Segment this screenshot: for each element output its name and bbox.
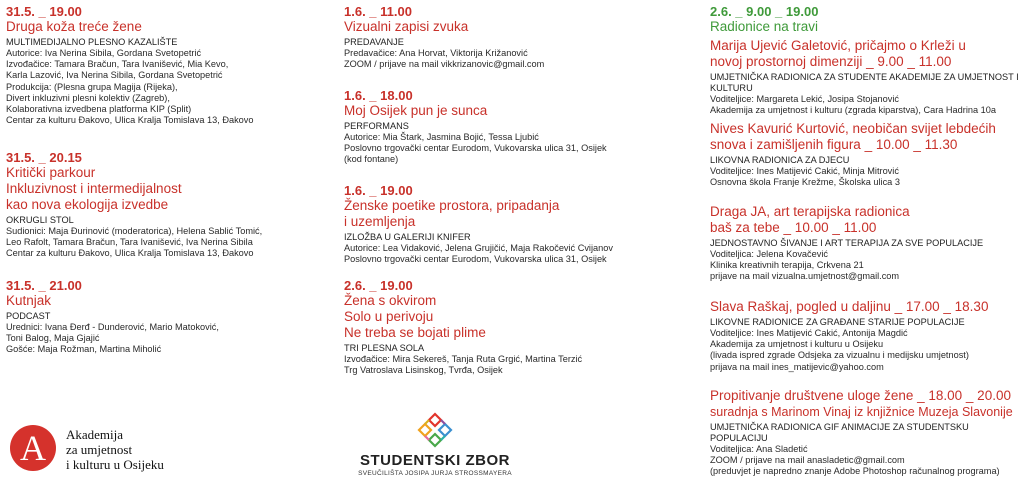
- event-detail: Voditeljice: Ines Matijević Cakić, Minja Mitrović: [710, 166, 899, 176]
- event-detail: Sudionici: Maja Đurinović (moderatorica), Helena Sablić Tomić,: [6, 226, 263, 236]
- event-detail: Gošće: Maja Rožman, Martina Miholić: [6, 344, 162, 355]
- event-title: Ne treba se bojati plime: [344, 325, 486, 340]
- studentski-zbor-name: STUDENTSKI ZBOR: [360, 452, 510, 469]
- event-type: UMJETNIČKA RADIONICA GIF ANIMACIJE ZA STUDENTSKU POPULACIJU: [710, 422, 969, 443]
- event-detail: Izvođačice: Mira Sekereš, Tanja Ruta Grgić, Martina Terzić: [344, 354, 583, 364]
- event-detail: Voditeljice: Ines Matijević Cakić, Antonija Magdić: [710, 328, 908, 338]
- event-detail: Divert inkluzivni plesni kolektiv (Zagreb),: [6, 92, 170, 103]
- event-detail: Voditeljice: Margareta Lekić, Josipa Stojanović: [710, 94, 899, 104]
- event-title: Kritički parkour: [6, 165, 96, 180]
- event-title: Draga JA, art terapijska radionica: [710, 204, 910, 219]
- event-date: 31.5. _ 20.15: [6, 150, 82, 165]
- event-title: Propitivanje društvene uloge žene _ 18.00 _ 20.00: [710, 388, 1011, 403]
- event-type: TRI PLESNA SOLA: [344, 343, 425, 353]
- event-detail: Predavačice: Ana Horvat, Viktorija Križanović: [344, 48, 528, 58]
- event-detail: Klinika kreativnih terapija, Crkvena 21: [710, 260, 864, 271]
- event-detail: Leo Rafolt, Tamara Bračun, Tara Ivanišević, Iva Nerina Sibila: [6, 237, 253, 248]
- event-type: IZLOŽBA U GALERIJI KNIFER: [344, 232, 471, 242]
- event-date: 31.5. _ 19.00: [6, 4, 82, 19]
- event-title: i uzemljenja: [344, 214, 416, 229]
- studentski-zbor-subtitle: SVEUČILIŠTA JOSIPA JURJA STROSSMAYERA: [358, 470, 512, 477]
- event-detail: Toni Balog, Maja Gjajić: [6, 333, 100, 344]
- event-detail: Autorice: Mia Štark, Jasmina Bojić, Tessa Ljubić: [344, 132, 539, 142]
- workshops-header: [710, 4, 1025, 35]
- event-type: JEDNOSTAVNO ŠIVANJE I ART TERAPIJA ZA SVE POPULACIJE: [710, 238, 984, 248]
- event-title: snova i zamišljenih figura _ 10.00 _ 11.30: [710, 137, 958, 152]
- akademija-emblem: A: [10, 425, 56, 471]
- event-detail: Centar za kulturu Đakovo, Ulica Kralja Tomislava 13, Đakovo: [6, 248, 254, 259]
- event-title: baš za tebe _ 10.00 _ 11.00: [710, 220, 877, 235]
- event-detail: Trg Vatroslava Lisinskog, Tvrđa, Osijek: [344, 365, 503, 376]
- event-detail: Izvođačice: Tamara Bračun, Tara Ivanišević, Mia Kevo,: [6, 59, 229, 70]
- workshop-nives: [710, 121, 1025, 188]
- workshops-title: Radionice na travi: [710, 19, 819, 34]
- event-detail: Poslovno trgovački centar Eurodom, Vukovarska ulica 31, Osijek: [344, 254, 607, 265]
- workshop-draga-ja: [710, 204, 1025, 283]
- event-detail: Voditeljica: Jelena Kovačević: [710, 249, 828, 259]
- event-date: 2.6. _ 9.00 _ 19.00: [710, 4, 819, 19]
- akademija-name-line: za umjetnost: [66, 442, 133, 457]
- event-detail: prijava na mail ines_matijevic@yahoo.com: [710, 361, 884, 372]
- studentski-zbor-emblem-icon: [417, 412, 453, 448]
- event-detail: Poslovno trgovački centar Eurodom, Vukovarska ulica 31, Osijek: [344, 143, 607, 154]
- event-type: UMJETNIČKA RADIONICA ZA STUDENTE AKADEMIJE ZA UMJETNOST I KULTURU: [710, 72, 1019, 93]
- event-date: 1.6. _ 11.00: [344, 4, 412, 19]
- event-title: Druga koža treće žene: [6, 19, 142, 34]
- event-type: MULTIMEDIJALNO PLESNO KAZALIŠTE: [6, 37, 178, 47]
- event-detail: ZOOM / prijave na mail vikkrizanovic@gmail.com: [344, 59, 545, 70]
- event-title: Ženske poetike prostora, pripadanja: [344, 198, 560, 213]
- event-title: Marija Ujević Galetović, pričajmo o Krleži u: [710, 38, 966, 53]
- event-detail: (preduvjet je napredno znanje Adobe Photoshop računalnog programa): [710, 466, 1000, 477]
- event-type: PODCAST: [6, 311, 51, 321]
- event-title: Moj Osijek pun je sunca: [344, 103, 488, 118]
- event-zenske-poetike: [344, 183, 694, 265]
- workshop-uloga-zene: [710, 388, 1025, 478]
- event-title: Inkluzivnost i intermedijalnost: [6, 181, 182, 196]
- event-zena-s-okvirom: [344, 278, 694, 376]
- event-title: Slava Raškaj, pogled u daljinu _ 17.00 _ 18.30: [710, 299, 989, 314]
- akademija-name: [66, 427, 164, 472]
- workshop-krleza: [710, 38, 1025, 116]
- event-type: LIKOVNA RADIONICA ZA DJECU: [710, 155, 850, 165]
- event-detail: Akademija za umjetnost i kulturu u Osijeku: [710, 339, 884, 350]
- event-title: Žena s okvirom: [344, 293, 437, 308]
- event-kutnjak: [6, 278, 331, 356]
- event-detail: Karla Lazović, Iva Nerina Sibila, Gordana Svetopetrić: [6, 70, 223, 81]
- event-moj-osijek: [344, 88, 694, 166]
- event-title: Vizualni zapisi zvuka: [344, 19, 469, 34]
- event-detail: Akademija za umjetnost i kulturu (zgrada kiparstva), Cara Hadrina 10a: [710, 105, 996, 116]
- event-type: PREDAVANJE: [344, 37, 404, 47]
- event-detail: Kolaborativna izvedbena platforma KIP (Split): [6, 104, 192, 115]
- event-detail: Produkcija: (Plesna grupa Magija (Rijeka),: [6, 81, 178, 92]
- event-date: 2.6. _ 19.00: [344, 278, 413, 293]
- event-date: 31.5. _ 21.00: [6, 278, 82, 293]
- event-detail: Centar za kulturu Đakovo, Ulica Kralja Tomislava 13, Đakovo: [6, 115, 254, 126]
- event-title: Nives Kavurić Kurtović, neobičan svijet lebdećih: [710, 121, 996, 136]
- event-title: suradnja s Marinom Vinaj iz knjižnice Muzeja Slavonije: [710, 405, 1013, 419]
- event-detail: ZOOM / prijave na mail anasladetic@gmail.com: [710, 455, 905, 466]
- event-detail: Osnovna škola Franje Krežme, Školska ulica 3: [710, 177, 900, 188]
- event-date: 1.6. _ 19.00: [344, 183, 413, 198]
- event-date: 1.6. _ 18.00: [344, 88, 413, 103]
- event-detail: (livada ispred zgrade Odsjeka za vizualnu i medijsku umjetnost): [710, 350, 969, 361]
- event-detail: Urednici: Ivana Đerđ - Dunderović, Mario Matoković,: [6, 322, 219, 332]
- event-detail: Autorice: Iva Nerina Sibila, Gordana Svetopetrić: [6, 48, 202, 58]
- event-detail: Voditeljica: Ana Sladetić: [710, 444, 808, 454]
- event-kriticki-parkour: [6, 150, 331, 260]
- workshop-slava-raskaj: [710, 299, 1025, 373]
- event-type: LIKOVNE RADIONICE ZA GRAĐANE STARIJE POPULACIJE: [710, 317, 965, 327]
- event-detail: (kod fontane): [344, 154, 399, 165]
- akademija-name-line: Akademija: [66, 427, 124, 442]
- event-title: Kutnjak: [6, 293, 52, 308]
- akademija-name-line: i kulturu u Osijeku: [66, 457, 164, 472]
- event-title: kao nova ekologija izvedbe: [6, 197, 169, 212]
- event-druga-koza: [6, 4, 331, 126]
- event-title: novoj prostornoj dimenziji _ 9.00 _ 11.00: [710, 54, 952, 69]
- event-title: Solo u perivoju: [344, 309, 434, 324]
- studentski-zbor-logo: [345, 412, 525, 478]
- event-type: PERFORMANS: [344, 121, 409, 131]
- akademija-logo: [10, 425, 230, 477]
- event-vizualni-zapisi: [344, 4, 694, 70]
- event-type: OKRUGLI STOL: [6, 215, 74, 225]
- event-detail: Autorice: Lea Vidaković, Jelena Grujičić, Maja Rakočević Cvijanov: [344, 243, 613, 253]
- event-detail: prijave na mail vizualna.umjetnost@gmail.com: [710, 271, 900, 282]
